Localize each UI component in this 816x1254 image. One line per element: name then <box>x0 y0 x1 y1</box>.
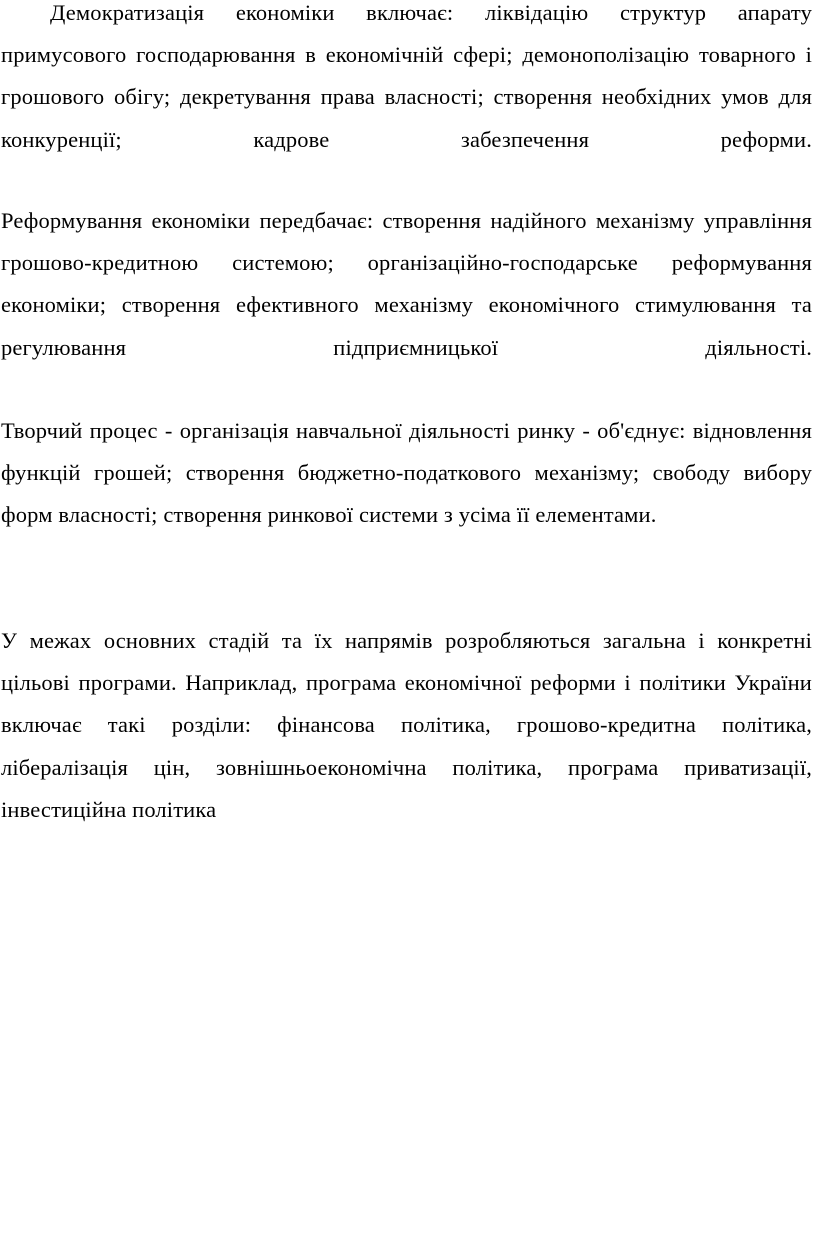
paragraph-democratization: Демократизація економіки включає: ліквідацію структур апарату примусового господарювання в економічній сфері; демонополізацію товарного і грошового обігу; декретування права власності; створення необхідних умов для конкуренції; кадрове забезпечення реформи. <box>1 0 812 152</box>
paragraph-reform: Реформування економіки передбачає: створення надійного механізму управління грошово-кредитною системою; організаційно-господарське реформування економіки; створення ефективного механізму економічного стимулювання та регулювання підприємницької діяльності. <box>1 208 812 360</box>
paragraph-programs: У межах основних стадій та їх напрямів розробляються загальна і конкретні цільові програми. Наприклад, програма економічної реформи і політики України включає такі розділи: фінансова політика, грошово-кредитна політика, лібералізація цін, зовнішньоекономічна політика, програма приватизації, інвестиційна політика <box>1 628 812 822</box>
paragraph-creative-process: Творчий процес - організація навчальної діяльності ринку - об'єднує: відновлення функцій грошей; створення бюджетно-податкового механізму; свободу вибору форм власності; створення ринкової системи з усіма її елементами. <box>1 418 812 528</box>
